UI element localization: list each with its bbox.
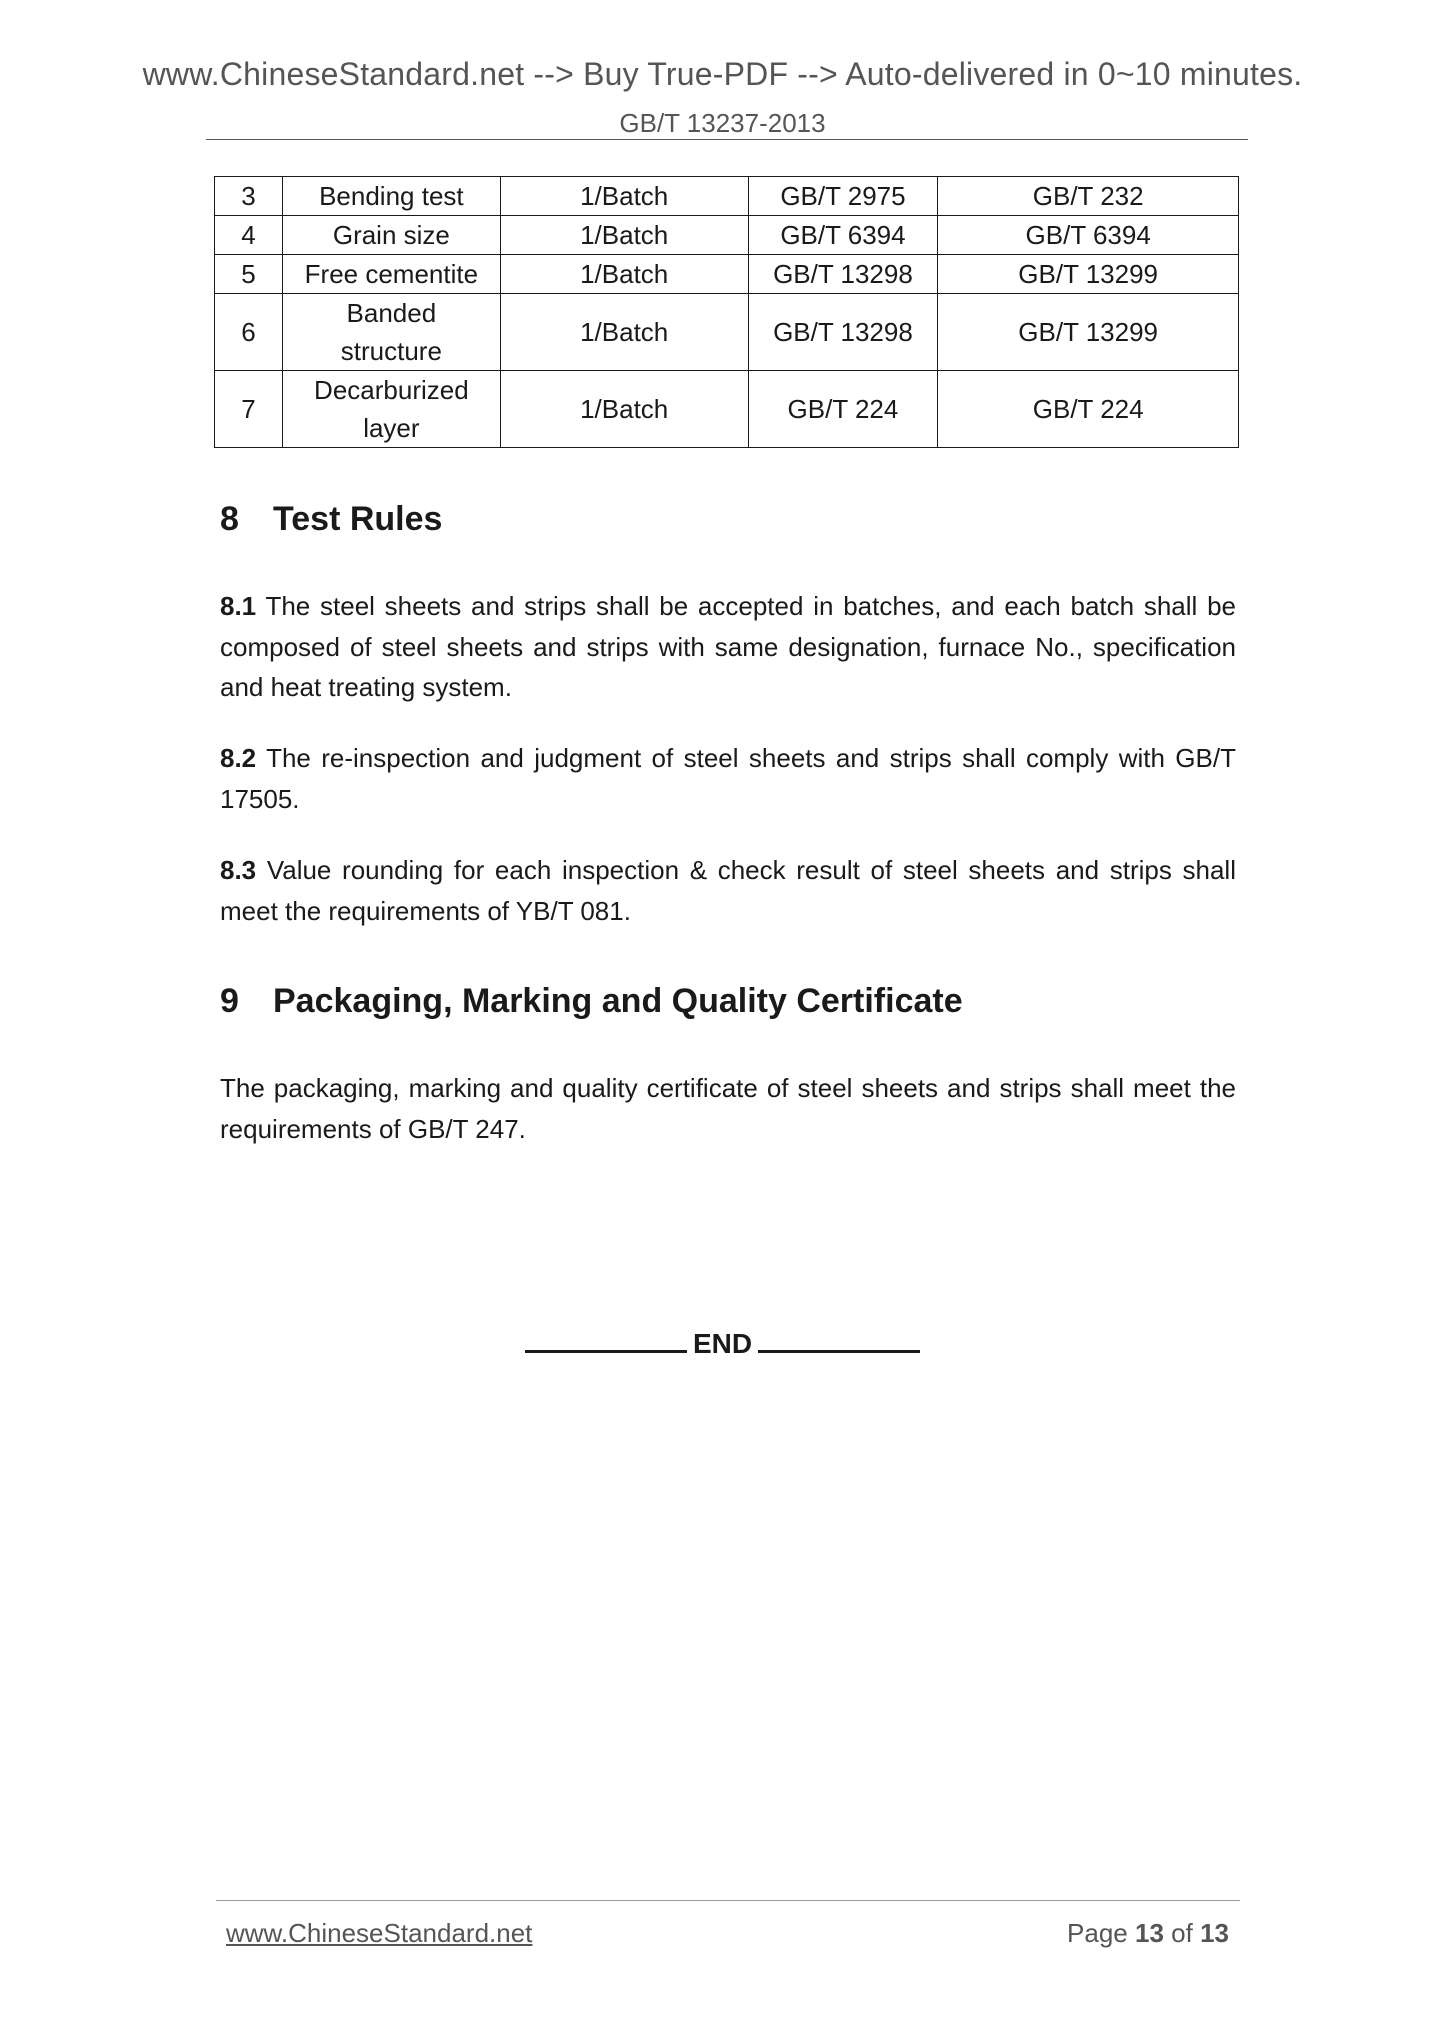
sampling-frequency: 1/Batch [500,371,748,448]
total-pages: 13 [1200,1918,1229,1948]
test-item [282,294,500,371]
sampling-standard: GB/T 6394 [748,216,938,255]
row-number: 7 [215,371,283,448]
test-method: GB/T 232 [938,177,1239,216]
section-title-text: Test Rules [273,500,443,538]
row-number: 3 [215,177,283,216]
clause-text: Value rounding for each inspection & check result of steel sheets and strips shall meet the requirements of YB/T 081. [220,855,1236,926]
end-marker [0,1320,1445,1360]
row-number: 5 [215,255,283,294]
row-number: 6 [215,294,283,371]
clause-number: 8.1 [220,591,257,621]
row-number: 4 [215,216,283,255]
standard-code: GB/T 13237-2013 [619,108,826,138]
header-divider [206,139,1248,140]
test-item-line: structure [340,336,442,366]
test-item: Free cementite [282,255,500,294]
download-banner[interactable]: www.ChineseStandard.net --> Buy True-PDF --> Auto-delivered in 0~10 minutes. [142,56,1303,92]
end-rule-right [758,1320,920,1353]
sampling-standard: GB/T 2975 [748,177,938,216]
clause-8-3 [220,850,1236,931]
end-text: END [692,1328,753,1359]
table-row [215,255,1239,294]
end-rule-left [525,1320,687,1353]
test-item [282,371,500,448]
page-of-label: of [1171,1918,1193,1948]
clause-number: 8.2 [220,743,257,773]
test-method: GB/T 13299 [938,255,1239,294]
clause-text: The steel sheets and strips shall be accepted in batches, and each batch shall be composed of steel sheets and strips with same designation, furnace No., specification and heat treating system. [220,591,1236,702]
test-item-line: Banded [346,298,437,328]
section-8-heading [220,500,442,539]
test-items-table [214,176,1239,448]
sampling-standard: GB/T 224 [748,371,938,448]
test-item-line: Decarburized [314,375,469,405]
test-method: GB/T 224 [938,371,1239,448]
clause-number: 8.3 [220,855,257,885]
section-title-text: Packaging, Marking and Quality Certificate [273,982,963,1020]
current-page: 13 [1135,1918,1164,1948]
sampling-frequency: 1/Batch [500,294,748,371]
test-method: GB/T 13299 [938,294,1239,371]
clause-8-2 [220,738,1236,819]
section-number: 8 [220,500,239,538]
page-indicator [1067,1918,1229,1949]
sampling-standard: GB/T 13298 [748,255,938,294]
clause-text: The re-inspection and judgment of steel sheets and strips shall comply with GB/T 17505. [220,743,1236,814]
table-row [215,371,1239,448]
sampling-frequency: 1/Batch [500,255,748,294]
footer-divider [216,1900,1240,1901]
test-item: Grain size [282,216,500,255]
sampling-frequency: 1/Batch [500,216,748,255]
section-9-paragraph: The packaging, marking and quality certificate of steel sheets and strips shall meet the requirements of GB/T 247. [220,1073,1236,1144]
sampling-frequency: 1/Batch [500,177,748,216]
section-9-heading [220,982,963,1021]
table-row [215,177,1239,216]
test-item-line: layer [363,413,420,443]
clause-8-1 [220,586,1236,708]
page-label: Page [1067,1918,1128,1948]
table-row [215,216,1239,255]
test-item: Bending test [282,177,500,216]
section-number: 9 [220,982,239,1020]
footer-site-link[interactable]: www.ChineseStandard.net [226,1918,533,1948]
table-row [215,294,1239,371]
test-method: GB/T 6394 [938,216,1239,255]
sampling-standard: GB/T 13298 [748,294,938,371]
